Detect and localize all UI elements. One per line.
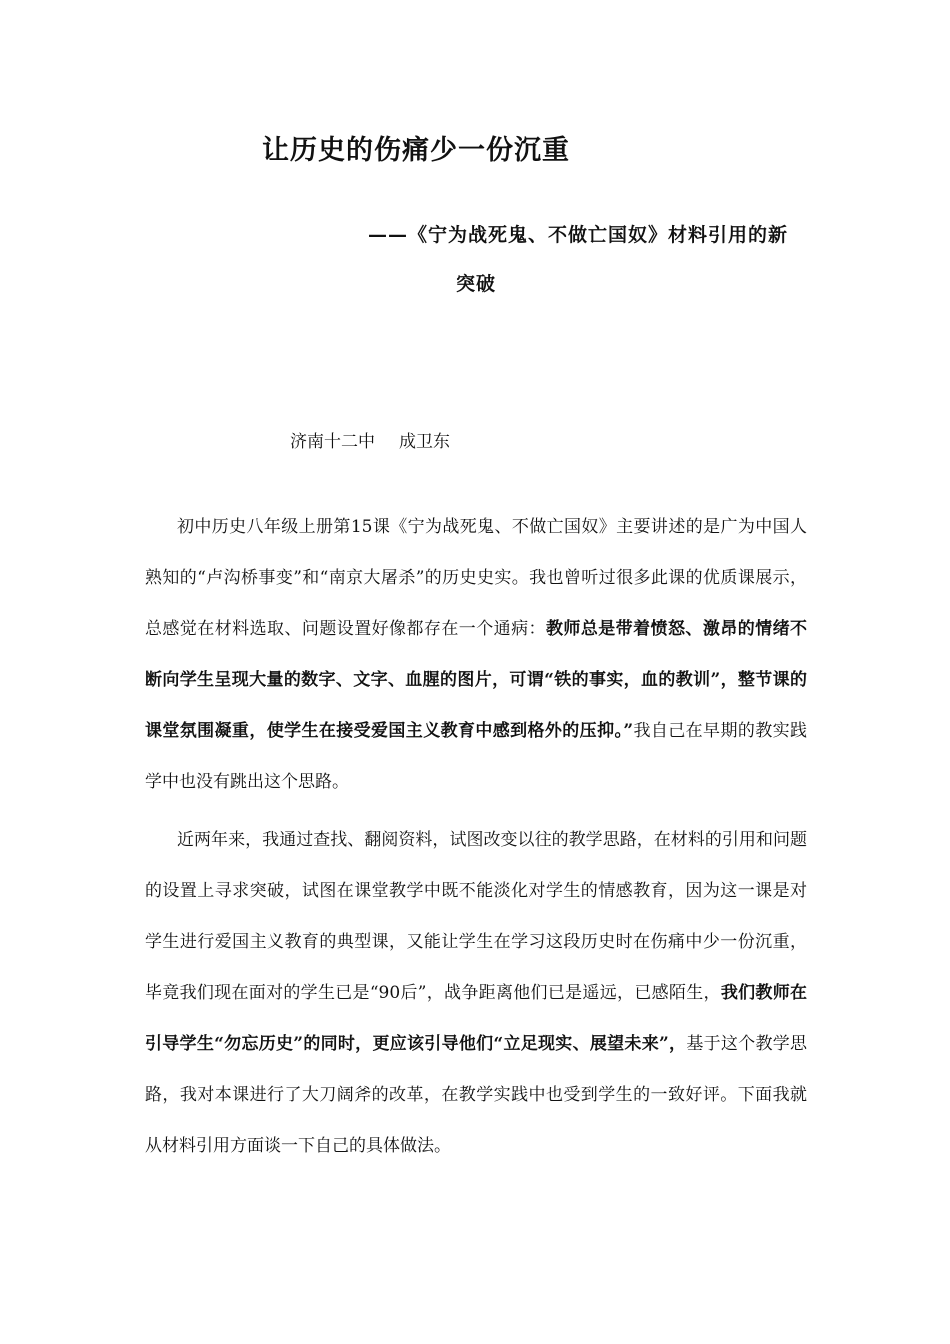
paragraph-emphasis: 我们教师在引导学生“勿忘历史”的同时，更应该引导他们“立足现实、展望未来”， [145,983,807,1054]
paragraph-text: 基于这个教学思路，我对本课进行了大刀阔斧的改革，在教学实践中也受到学生的一致好评。下面我就从材料引用方面谈一下自己的具体做法。 [145,1034,808,1156]
document-title: 让历史的伤痛少一份沉重 [262,135,570,166]
author-name: 成卫东 [399,432,450,452]
author-school: 济南十二中 [290,432,375,452]
paragraph-text: 初中历史八年级上册第15课《宁为战死鬼、不做亡国奴》主要讲述的是广为中国人熟知的“卢沟桥事变”和“南京大屠杀”的历史史实。我也曾听过很多此课的优质课展示，总感觉在材料选取、问题设置好像都存在一个通病： [145,517,807,639]
paragraph-text: 近两年来，我通过查找、翻阅资料，试图改变以往的教学思路，在材料的引用和问题的设置上寻求突破，试图在课堂教学中既不能淡化对学生的情感教育，因为这一课是对学生进行爱国主义教育的典型课，又能让学生在学习这段历史时在伤痛中少一份沉重，毕竟我们现在面对的学生已是“90后”，战争距离他们已是遥远，已感陌生， [145,830,807,1003]
paragraph-text: 我自己在早期的教实践学中也没有跳出这个思路。 [145,721,807,792]
body-paragraph-1 [145,502,807,808]
document-subtitle-continued: 突破 [456,273,497,295]
document-subtitle: ——《宁为战死鬼、不做亡国奴》材料引用的新 [368,224,789,246]
paragraph-emphasis: 教师总是带着愤怒、激昂的情绪不断向学生呈现大量的数字、文字、血腥的图片，可谓“铁的事实，血的教训”，整节课的课堂氛围凝重，使学生在接受爱国主义教育中感到格外的压抑。” [145,619,808,741]
body-paragraph-2 [145,815,807,1172]
author-line [290,430,450,454]
